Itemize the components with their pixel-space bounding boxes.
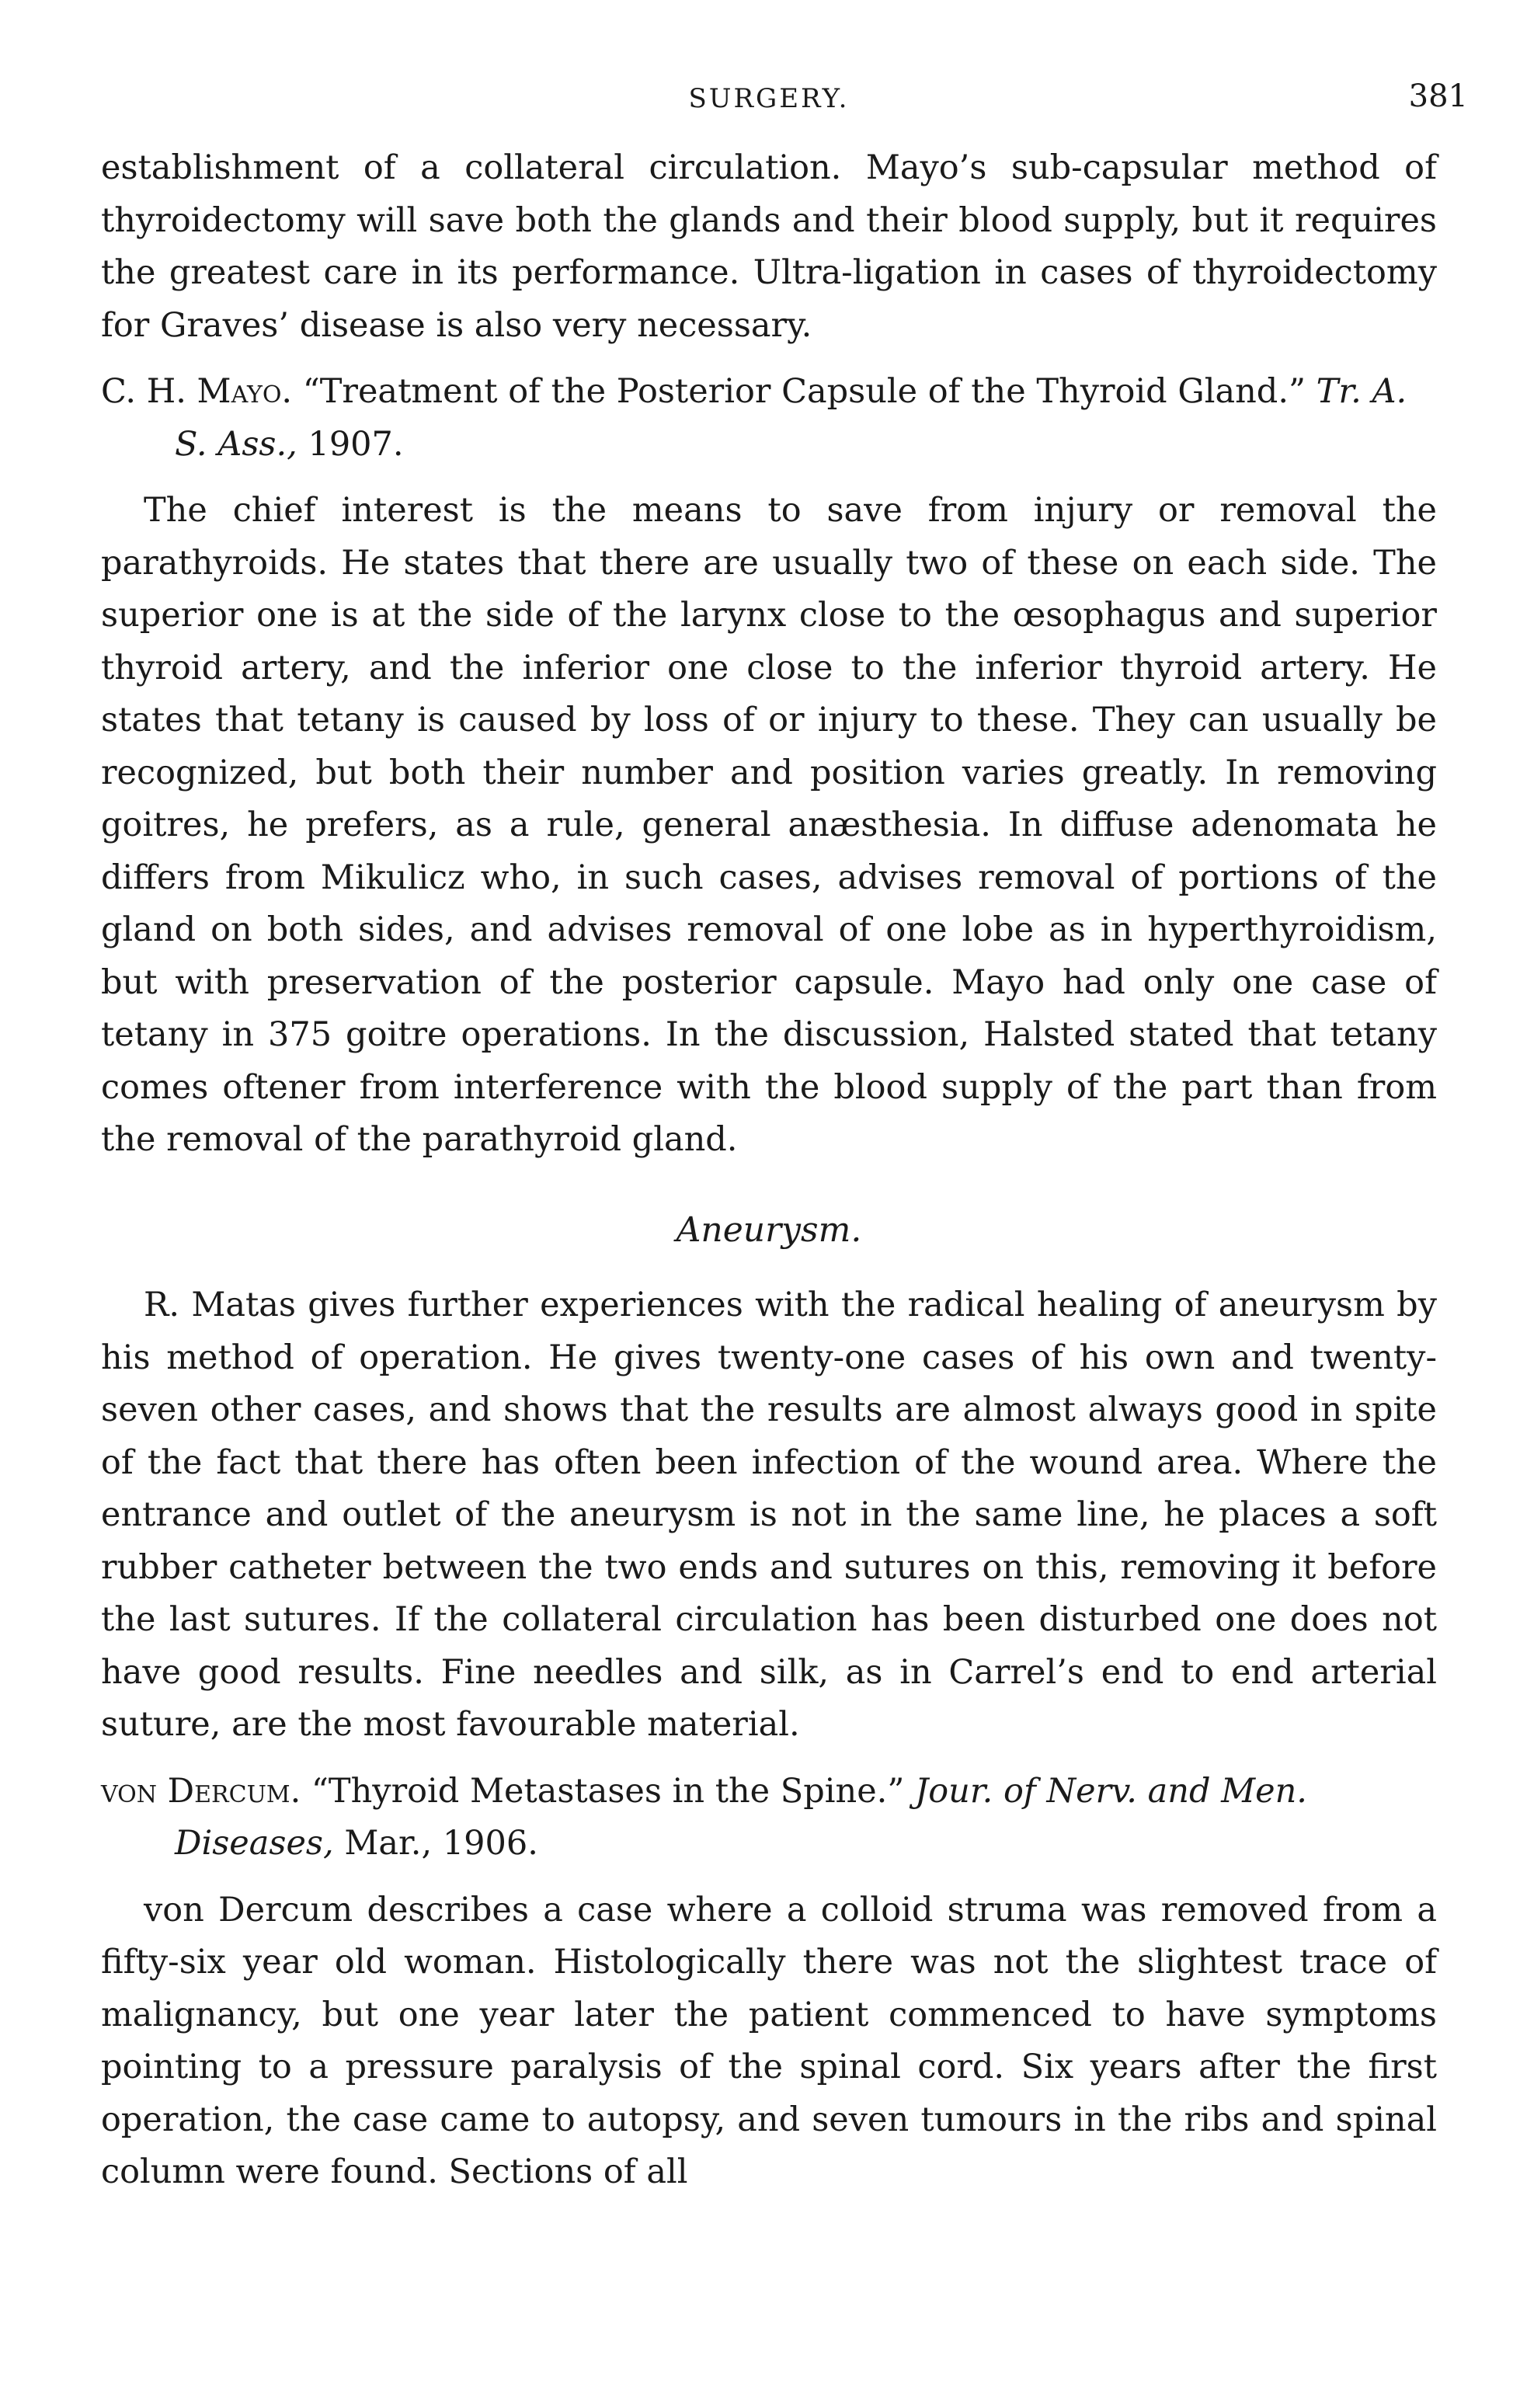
page-number: 381 [1408,78,1468,114]
citation-author: C. H. Mayo. [101,372,293,411]
running-title: SURGERY. [688,83,850,114]
citation-title: “Treatment of the Posterior Capsule of the Thyroid Gland.” [302,372,1306,411]
running-head [101,74,1468,120]
section-heading: Aneurysm. [676,1209,862,1250]
paragraph-aneurysm: R. Matas gives further experiences with the radical healing of aneurysm by his method of operation. He gives twenty-one cases of his own and twenty-seven other cases, and shows that the results are almost always good in spite of the fact that there has often been infection of the wound area. Where the entrance and outlet of the aneurysm is not in the same line, he places a soft rubber catheter between the two ends and sutures on this, removing it before the last sutures. If the collateral circulation has been disturbed one does not have good results. Fine needles and silk, as in Carrel’s end to end arterial suture, are the most favourable material. [101,1286,1437,1744]
citation-title: “Thyroid Metastases in the Spine.” [311,1771,905,1811]
citation-journal: Jour. of Nerv. and Men. Diseases, [175,1771,1307,1863]
citation-date: Mar., 1906. [344,1824,538,1863]
citation-journal: Tr. A. S. Ass., [175,372,1407,464]
paragraph-parathyroids: The chief interest is the means to save from injury or removal the parathyroids. He states that there are usually two of these on each side. The superior one is at the side of the larynx close to the œsophagus and superior thyroid artery, and the inferior one close to the inferior thyroid artery. He states that tetany is caused by loss of or injury to these. They can usually be recognized, but both their number and position varies greatly. In removing goitres, he prefers, as a rule, general anæsthesia. In diffuse adenomata he differs from Mikulicz who, in such cases, advises removal of portions of the gland on both sides, and advises removal of one lobe as in hyperthyroidism, but with preservation of the posterior capsule. Mayo had only one case of tetany in 375 goitre operations. In the discussion, Halsted stated that tetany comes oftener from interference with the blood supply of the part than from the removal of the parathyroid gland. [101,491,1437,1159]
citation-mayo [101,366,1437,471]
paragraph-continued: establishment of a collateral circulation. Mayo’s sub-capsular method of thyroidectomy will save both the glands and their blood supply, but it requires the greatest care in its performance. Ultra-ligation in cases of thyroidectomy for Graves’ disease is also very necessary. [101,148,1437,345]
citation-year: 1907. [308,424,404,464]
citation-dercum [101,1766,1437,1870]
paragraph-metastases: von Dercum describes a case where a colloid struma was removed from a fifty-six year old woman. Histologically there was not the slightest trace of malignancy, but one year later the patient commenced to have symptoms pointing to a pressure paralysis of the spinal cord. Six years after the first operation, the case came to autopsy, and seven tumours in the ribs and spinal column were found. Sections of all [101,1890,1437,2191]
citation-author: von Dercum. [101,1771,301,1811]
book-page [101,74,1468,2199]
